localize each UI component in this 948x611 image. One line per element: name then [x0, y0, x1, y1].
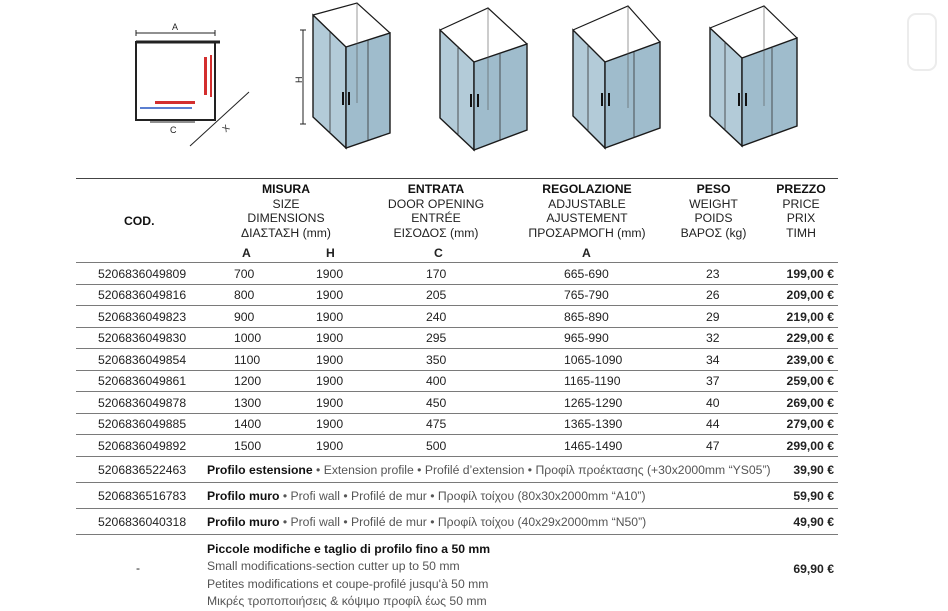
table-row — [76, 305, 838, 327]
cell-price: 199,00 € — [786, 266, 834, 281]
cell-cod: 5206836049878 — [98, 395, 187, 410]
cell-regolazione: 665-690 — [564, 266, 609, 281]
cell-cod: 5206836522463 — [98, 462, 187, 477]
cell-peso: 37 — [706, 374, 720, 388]
table-row — [76, 348, 838, 370]
price-table — [76, 262, 838, 608]
table-row — [76, 284, 838, 306]
dim-label-c: C — [170, 125, 177, 135]
cell-description: Profilo estensione • Extension profile • Profilé d’extension • Προφίλ προέκτασης (+30x2000mm “YS05”) — [207, 462, 771, 477]
cell-c: 240 — [426, 309, 447, 324]
header-cod: COD. — [124, 214, 155, 228]
shower-enclosure-2 — [440, 8, 527, 150]
cell-cod: 5206836516783 — [98, 488, 187, 503]
cell-cod: 5206836049823 — [98, 309, 187, 324]
header-entrata: ENTRATA DOOR OPENING ENTRÉE ΕΙΣΟΔΟΣ (mm) — [387, 182, 485, 240]
cell-a: 1400 — [234, 417, 262, 431]
cell-regolazione: 1165-1190 — [564, 374, 621, 388]
product-illustrations — [0, 0, 948, 170]
header-misura: MISURA SIZE DIMENSIONS ΔΙΑΣΤΑΣΗ (mm) — [240, 182, 331, 240]
cell-h: 1900 — [316, 374, 344, 388]
cell-c: 205 — [426, 288, 447, 302]
table-row — [76, 434, 838, 456]
cell-a: 1500 — [234, 438, 262, 453]
cell-price: 229,00 € — [786, 331, 834, 345]
cell-a: 1300 — [234, 395, 262, 410]
cell-a: 1200 — [234, 374, 262, 388]
cell-regolazione: 1265-1290 — [564, 395, 623, 410]
modifications-row — [76, 534, 838, 608]
profile-row — [76, 482, 838, 508]
subheader-reg: A — [582, 246, 591, 260]
cell-price: 299,00 € — [786, 438, 834, 453]
cell-peso: 32 — [706, 331, 720, 345]
cell-regolazione: 765-790 — [564, 288, 609, 302]
cell-price: 59,90 € — [793, 488, 834, 503]
cell-a: 1000 — [234, 331, 262, 345]
cell-price: 49,90 € — [793, 514, 834, 529]
cell-peso: 47 — [706, 438, 720, 453]
table-row — [76, 262, 838, 284]
cell-regolazione: 965-990 — [564, 331, 609, 345]
plan-diagram — [136, 22, 249, 146]
cell-description: Piccole modifiche e taglio di profilo fino a 50 mm Small modifications-section cutter up to 50 mm Petites modifications et coupe-profilé jusqu'à 50 mm Μικρές τροποποιήσεις & κόψιμο προφίλ έως 50 mm — [207, 541, 491, 608]
table-row — [76, 413, 838, 435]
cell-h: 1900 — [316, 266, 344, 281]
cell-a: 700 — [234, 266, 255, 281]
cell-cod: 5206836049861 — [98, 374, 187, 388]
shower-enclosure-1 — [313, 3, 390, 148]
cell-h: 1900 — [316, 352, 344, 367]
cell-c: 500 — [426, 438, 447, 453]
dim-label-h: H — [294, 76, 304, 83]
cell-price: 69,90 € — [793, 561, 834, 576]
cell-peso: 23 — [706, 266, 720, 281]
cell-h: 1900 — [316, 395, 344, 410]
cell-c: 350 — [426, 352, 447, 367]
profile-row — [76, 456, 838, 482]
table-row — [76, 391, 838, 413]
cell-peso: 34 — [706, 352, 720, 367]
cell-cod: 5206836049816 — [98, 288, 187, 302]
header-peso: PESO WEIGHT POIDS ΒΑΡΟΣ (kg) — [680, 182, 747, 240]
table-row — [76, 327, 838, 349]
cell-regolazione: 1065-1090 — [564, 352, 623, 367]
cell-h: 1900 — [316, 438, 344, 453]
cell-h: 1900 — [316, 331, 344, 345]
cell-h: 1900 — [316, 288, 344, 302]
cell-regolazione: 1465-1490 — [564, 438, 623, 453]
cell-price: 209,00 € — [786, 288, 834, 302]
cell-peso: 29 — [706, 309, 720, 324]
cell-cod: 5206836049854 — [98, 352, 187, 367]
cell-price: 279,00 € — [786, 417, 834, 431]
cell-c: 295 — [426, 331, 447, 345]
cell-peso: 40 — [706, 395, 720, 410]
shower-enclosure-4 — [710, 6, 797, 146]
cell-description: Profilo muro • Profi wall • Profilé de mur • Προφίλ τοίχου (40x29x2000mm “N50”) — [207, 514, 647, 529]
cell-price: 39,90 € — [793, 462, 834, 477]
cell-cod: 5206836049809 — [98, 266, 187, 281]
header-prezzo: PREZZO PRICE PRIX ΤΙΜΗ — [776, 182, 826, 240]
cell-peso: 26 — [706, 288, 720, 302]
cell-description: Profilo muro • Profi wall • Profilé de mur • Προφίλ τοίχου (80x30x2000mm “A10”) — [207, 488, 646, 503]
cell-a: 900 — [234, 309, 255, 324]
table-row — [76, 370, 838, 392]
cell-a: 800 — [234, 288, 255, 302]
cell-peso: 44 — [706, 417, 720, 431]
cell-c: 450 — [426, 395, 447, 410]
cell-a: 1100 — [234, 352, 261, 367]
cell-cod: - — [136, 560, 141, 575]
profile-row — [76, 508, 838, 534]
cell-h: 1900 — [316, 417, 344, 431]
dim-label-x: X — [220, 122, 232, 135]
cell-cod: 5206836049885 — [98, 417, 187, 431]
cell-h: 1900 — [316, 309, 344, 324]
cell-c: 475 — [426, 417, 447, 431]
cell-cod: 5206836040318 — [98, 514, 187, 529]
header-regolazione: REGOLAZIONE ADJUSTABLE AJUSTEMENT ΠΡΟΣΑΡΜΟΓΗ (mm) — [528, 182, 646, 240]
subheader-a: A — [242, 246, 251, 260]
cell-c: 400 — [426, 374, 447, 388]
cell-regolazione: 1365-1390 — [564, 417, 623, 431]
shower-enclosure-3 — [573, 6, 660, 148]
cell-cod: 5206836049892 — [98, 438, 187, 453]
cell-cod: 5206836049830 — [98, 331, 187, 345]
cell-c: 170 — [426, 266, 447, 281]
cell-price: 259,00 € — [786, 374, 834, 388]
table-header — [76, 178, 838, 263]
cell-regolazione: 865-890 — [564, 309, 609, 324]
subheader-h: H — [326, 246, 335, 260]
cell-price: 239,00 € — [786, 352, 834, 367]
subheader-c: C — [434, 246, 443, 260]
cell-price: 269,00 € — [786, 395, 834, 410]
dim-label-a: A — [172, 22, 179, 32]
cell-price: 219,00 € — [786, 309, 834, 324]
